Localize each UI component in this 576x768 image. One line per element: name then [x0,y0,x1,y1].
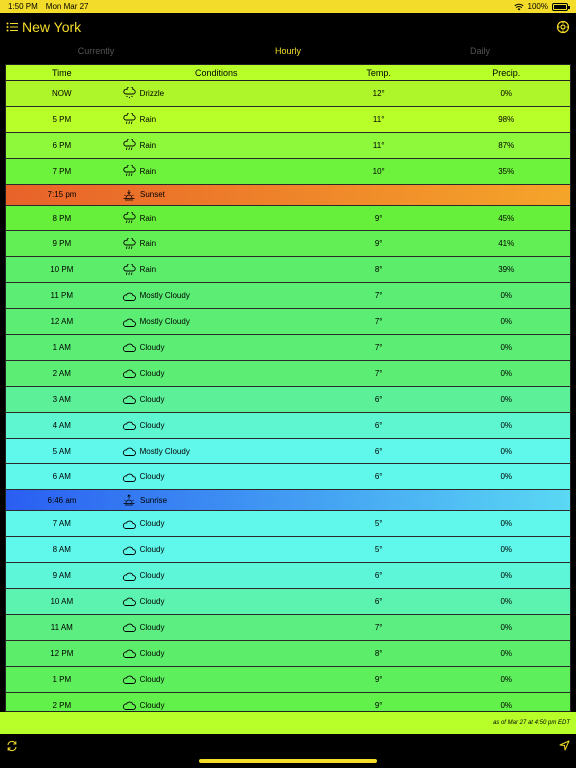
row-conditions-label: Cloudy [139,596,165,606]
row-time: 1 AM [52,342,71,352]
status-date: Mon Mar 27 [45,2,89,11]
row-temp: 6° [374,472,383,482]
row-conditions-label: Cloudy [139,519,165,529]
list-menu-icon[interactable] [6,21,18,33]
row-conditions [118,290,315,302]
header-precip: Precip. [492,67,521,78]
row-time: 10 PM [50,265,74,275]
cloud-icon [122,419,136,431]
row-conditions [118,699,315,711]
row-conditions [118,647,315,659]
row-temp: 8° [374,265,383,275]
row-time: 9 PM [52,239,72,249]
tab-currently[interactable]: Currently [77,46,115,56]
row-temp: 9° [374,213,383,223]
row-conditions-label: Mostly Cloudy [139,317,190,327]
row-time: 6 AM [52,472,71,482]
row-temp: 7° [374,291,383,301]
rain-icon [122,113,136,125]
row-temp: 7° [374,317,383,327]
row-time: 1 PM [52,674,72,684]
table-row [6,206,570,232]
row-precip: 0% [500,648,512,658]
row-time: 6:46 am [47,495,77,505]
row-conditions-label: Mostly Cloudy [139,446,190,456]
table-body [6,81,570,712]
row-conditions [118,621,315,633]
row-temp: 8° [374,648,383,658]
row-conditions [118,341,315,353]
table-row [6,231,570,257]
row-time: 7 PM [52,166,72,176]
row-conditions [118,264,315,276]
table-row [6,693,570,712]
row-precip: 0% [500,596,512,606]
table-row [6,257,570,283]
row-temp: 6° [374,446,383,456]
row-time: 12 PM [50,648,74,658]
row-conditions-label: Cloudy [139,622,165,632]
row-precip: 0% [500,571,512,581]
row-conditions [118,471,315,483]
row-time: 6 PM [52,140,72,150]
row-temp: 11° [372,140,385,150]
row-precip: 39% [498,265,515,275]
row-precip: 41% [498,239,515,249]
row-conditions-label: Drizzle [139,88,165,98]
row-precip: 0% [500,545,512,555]
row-precip: 87% [498,140,515,150]
nav-bar [0,13,576,40]
row-temp: 7° [374,622,383,632]
row-conditions-label: Cloudy [139,545,165,555]
row-conditions-label: Cloudy [139,394,165,404]
row-temp: 10° [372,166,385,176]
rain-icon [122,212,136,224]
row-conditions-label: Rain [139,265,157,275]
table-row [6,439,570,465]
row-conditions [118,165,315,177]
rain-icon [122,264,136,276]
rain-icon [122,139,136,151]
row-temp: 5° [374,545,383,555]
row-conditions [118,595,315,607]
tab-bar [0,40,576,62]
row-time: 3 AM [52,394,71,404]
tab-hourly[interactable]: Hourly [274,46,301,56]
row-precip: 0% [500,291,512,301]
row-precip: 0% [500,446,512,456]
cloud-icon [122,621,136,633]
row-time: 5 PM [52,114,72,124]
row-conditions-label: Rain [139,166,157,176]
cloud-icon [122,471,136,483]
row-conditions-label: Sunset [140,190,165,200]
row-time: 11 PM [50,291,74,301]
row-temp: 7° [374,342,383,352]
row-conditions [118,494,316,506]
row-conditions-label: Rain [139,140,157,150]
row-conditions [118,393,315,405]
row-time: 12 AM [50,317,74,327]
row-conditions-label: Rain [139,114,157,124]
row-conditions [118,113,315,125]
cloud-icon [122,445,136,457]
row-conditions-label: Rain [139,239,157,249]
table-row [6,133,570,159]
home-indicator[interactable] [199,759,377,763]
row-temp: 6° [374,596,383,606]
row-temp: 6° [374,571,383,581]
row-conditions [118,189,316,201]
row-precip: 0% [500,342,512,352]
table-row [6,641,570,667]
table-row [6,667,570,693]
gear-icon[interactable] [556,20,570,34]
row-conditions-label: Rain [139,213,157,223]
row-precip: 0% [500,472,512,482]
header-temp: Temp. [366,67,391,78]
table-row [6,309,570,335]
table-row [6,413,570,439]
sunset-icon [122,189,136,201]
row-temp: 11° [372,114,385,124]
row-temp: 9° [374,700,383,710]
row-conditions [118,316,315,328]
row-precip: 98% [498,114,515,124]
row-time: 10 AM [50,596,74,606]
row-conditions-label: Cloudy [139,368,165,378]
table-row [6,537,570,563]
status-time: 1:50 PM [8,2,38,11]
row-time: 7:15 pm [47,190,77,200]
cloud-icon [122,367,136,379]
row-temp: 6° [374,420,383,430]
row-conditions [118,139,315,151]
row-temp: 12° [372,88,385,98]
rain-icon [122,238,136,250]
row-time: 8 AM [52,545,71,555]
cloud-icon [122,290,136,302]
table-row [6,387,570,413]
status-bar [0,0,576,13]
row-precip: 0% [500,317,512,327]
city-title[interactable]: New York [22,18,82,35]
tab-daily[interactable]: Daily [469,46,490,56]
updated-timestamp: as of Mar 27 at 4:50 pm EDT [492,720,570,726]
hourly-table[interactable] [5,64,571,712]
cloud-icon [122,570,136,582]
row-precip: 0% [500,622,512,632]
row-conditions [118,238,315,250]
wifi-icon [514,3,524,11]
row-conditions-label: Cloudy [139,700,165,710]
table-row [6,81,570,107]
table-row [6,615,570,641]
row-conditions [118,518,315,530]
table-row [6,335,570,361]
row-precip: 0% [500,88,512,98]
row-time: 4 AM [52,420,71,430]
row-precip: 0% [500,519,512,529]
row-precip: 0% [500,674,512,684]
row-conditions-label: Cloudy [139,571,165,581]
row-precip: 0% [500,420,512,430]
drizzle-icon [122,87,136,99]
cloud-icon [122,673,136,685]
row-time: 2 PM [52,700,72,710]
row-time: 11 AM [50,622,73,632]
row-time: 7 AM [52,519,71,529]
cloud-icon [122,341,136,353]
refresh-icon[interactable] [6,740,18,752]
header-conditions: Conditions [194,67,238,78]
row-conditions-label: Cloudy [139,674,165,684]
table-row [6,511,570,537]
row-conditions-label: Mostly Cloudy [139,291,190,301]
battery-icon [552,3,568,11]
row-precip: 35% [498,166,515,176]
cloud-icon [122,544,136,556]
rain-icon [122,165,136,177]
cloud-icon [122,595,136,607]
row-temp: 9° [374,239,383,249]
table-row [6,563,570,589]
cloud-icon [122,647,136,659]
battery-percent: 100% [527,2,548,11]
row-time: 8 PM [52,213,72,223]
row-time: 5 AM [52,446,71,456]
row-conditions-label: Cloudy [139,648,165,658]
event-row [6,185,570,206]
row-conditions-label: Cloudy [139,342,165,352]
cloud-icon [122,518,136,530]
row-conditions [118,544,315,556]
row-precip: 45% [498,213,515,223]
event-row [6,490,570,511]
row-temp: 6° [374,394,383,404]
row-conditions [118,367,315,379]
row-precip: 0% [500,394,512,404]
row-conditions [118,570,315,582]
cloud-icon [122,316,136,328]
table-row [6,464,570,490]
row-precip: 0% [500,700,512,710]
table-row [6,283,570,309]
updated-strip [0,712,576,734]
row-conditions-label: Cloudy [139,420,165,430]
row-conditions-label: Sunrise [140,495,168,505]
table-row [6,589,570,615]
header-time: Time [51,67,72,78]
location-arrow-icon[interactable] [559,740,570,751]
row-time: 2 AM [52,368,71,378]
row-conditions [118,445,315,457]
row-conditions-label: Cloudy [139,472,165,482]
cloud-icon [122,699,136,711]
table-row [6,361,570,387]
table-row [6,107,570,133]
table-header [6,65,570,81]
row-time: NOW [52,88,72,98]
table-row [6,159,570,185]
row-temp: 5° [374,519,383,529]
row-precip: 0% [500,368,512,378]
sunrise-icon [122,494,136,506]
row-temp: 7° [374,368,383,378]
cloud-icon [122,393,136,405]
row-conditions [118,87,315,99]
row-conditions [118,673,315,685]
row-conditions [118,419,315,431]
row-time: 9 AM [52,571,71,581]
row-temp: 9° [374,674,383,684]
row-conditions [118,212,315,224]
